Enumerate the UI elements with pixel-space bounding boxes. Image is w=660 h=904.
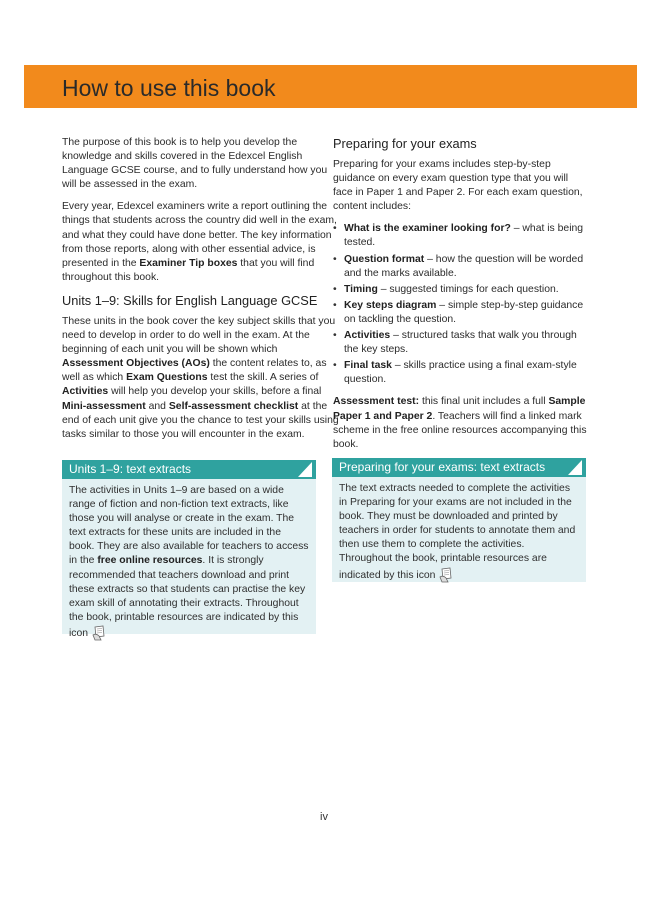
intro-paragraph: The purpose of this book is to help you develop the knowledge and skills covered in the Edexcel English Language GCSE course, and to fully understand how you will be assessed in the exam. — [62, 137, 328, 191]
right-column — [333, 136, 588, 460]
corner-triangle-icon — [568, 460, 582, 475]
examiner-paragraph: Every year, Edexcel examiners write a report outlining the things that students across the country did well in the exam, and what they could have done better. The key information from those reports, along with other essential advice, is presented in the Examiner Tip boxes that you will find throughout this book. — [62, 201, 337, 283]
units-paragraph: These units in the book cover the key subject skills that you need to develop in order to do well in the exam. At the beginning of each unit you will be shown which Assessment Objectives (AOs) the content relates to, as well as which Exam Questions test the skill. A series of Activities will help you develop your skills, before a final Mini-assessment and Self-assessment checklist at the end of each unit give you the chance to test your skills using tasks similar to those you will encounter in the exam. — [62, 315, 339, 440]
preparing-heading: Preparing for your exams — [333, 136, 477, 151]
corner-triangle-icon — [298, 462, 312, 477]
list-item: • Key steps diagram – simple step-by-step guidance on tackling the question. — [333, 299, 588, 327]
assessment-test-paragraph: Assessment test: this final unit includes a full Sample Paper 1 and Paper 2. Teachers will find a linked mark scheme in the free online resources accompanying this book. — [333, 396, 587, 450]
printable-resource-icon — [91, 625, 108, 641]
list-item: • Final task – skills practice using a final exam-style question. — [333, 359, 588, 387]
title-banner — [24, 65, 637, 108]
page-number: iv — [320, 811, 328, 823]
box-title-bar — [332, 458, 586, 477]
box-body: The activities in Units 1–9 are based on a wide range of fiction and non-fiction text extracts, like those you will analyse or create in the exam. The text extracts for these units are included in the book. They are also available for teachers to access in the free online resources. It is strongly recommended that teachers download and print these extracts so that students can practise the key exam skill of annotating their extracts. Throughout the book, printable resources are indicated by this icon — [62, 479, 316, 649]
list-item: • Timing – suggested timings for each question. — [333, 283, 588, 297]
box-body: The text extracts needed to complete the activities in Preparing for your exams are not included in the book. They must be downloaded and printed by teachers in order for students to annotate them and then use them to complete the activities. Throughout the book, printable resources are indicated by this icon — [332, 477, 586, 591]
content-list — [333, 222, 588, 387]
box-title-bar — [62, 460, 316, 479]
units-text-extracts-box — [62, 460, 316, 639]
units-heading: Units 1–9: Skills for English Language GCSE — [62, 292, 318, 308]
printable-resource-icon — [438, 567, 455, 583]
box-title: Units 1–9: text extracts — [69, 462, 192, 476]
list-item: • Question format – how the question will be worded and the marks available. — [333, 253, 588, 281]
left-column — [62, 136, 339, 450]
page-title: How to use this book — [62, 75, 276, 101]
list-item: • What is the examiner looking for? – what is being tested. — [333, 222, 588, 250]
box-title: Preparing for your exams: text extracts — [339, 460, 546, 474]
preparing-intro: Preparing for your exams includes step-by-step guidance on every exam question type that you will face in Paper 1 and Paper 2. For each exam question, content includes: — [333, 159, 583, 213]
list-item: • Activities – structured tasks that walk you through the key steps. — [333, 329, 588, 357]
preparing-text-extracts-box — [332, 458, 586, 582]
